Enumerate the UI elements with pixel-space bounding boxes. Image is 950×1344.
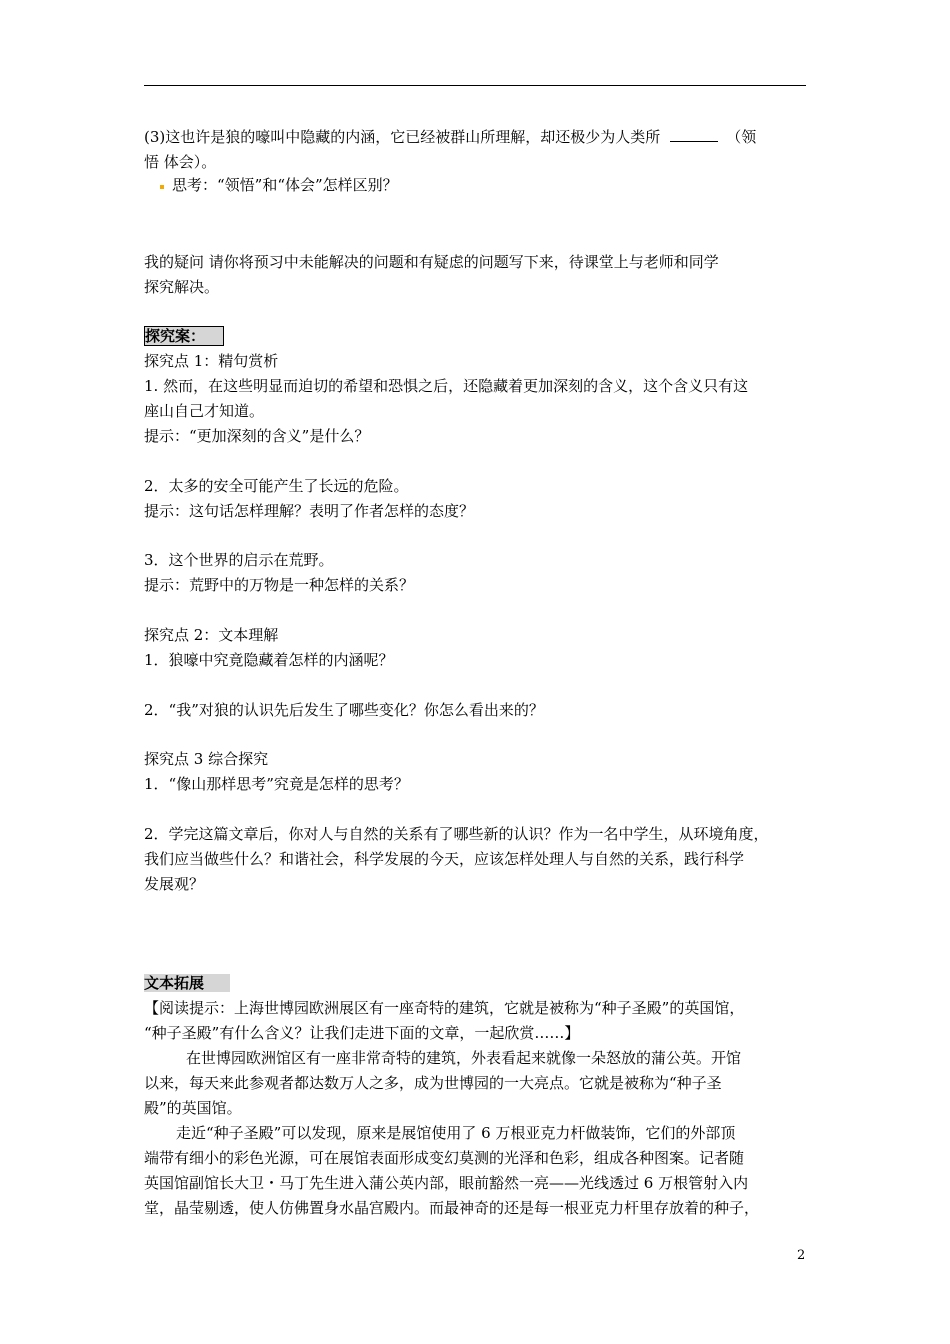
para1-line1: 在世博园欧洲馆区有一座非常奇特的建筑，外表看起来就像一朵怒放的蒲公英。开馆 <box>186 1049 742 1067</box>
header-rule <box>144 85 806 86</box>
para2-line1: 走近“种子圣殿”可以发现，原来是展馆使用了 6 万根亚克力杆做装饰，它们的外部顶 <box>176 1124 736 1142</box>
item3-tail: （领 <box>726 128 757 146</box>
para1-line2: 以来，每天来此参观者都达数万人之多，成为世博园的一大亮点。它就是被称为“种子圣 <box>144 1074 722 1092</box>
point1-q1-line2: 座山自己才知道。 <box>144 402 265 420</box>
page-number: 2 <box>797 1248 806 1263</box>
item3-line1 <box>144 127 756 147</box>
point3-q2-line2: 我们应当做些什么？和谐社会，科学发展的今天，应该怎样处理人与自然的关系，践行科学 <box>144 850 745 868</box>
explore-heading <box>144 326 224 346</box>
fill-in-blank <box>670 127 718 142</box>
point2-title: 探究点 2：文本理解 <box>144 626 279 644</box>
explore-heading-text: 探究案： <box>144 326 224 346</box>
reading-tip-line2: “种子圣殿”有什么含义？让我们走进下面的文章，一起欣赏……】 <box>144 1024 580 1042</box>
point3-q1: 1．“像山那样思考”究竟是怎样的思考？ <box>144 775 409 793</box>
point2-q2: 2．“我”对狼的认识先后发生了哪些变化？你怎么看出来的？ <box>144 701 544 719</box>
point1-q3-hint: 提示：荒野中的万物是一种怎样的关系？ <box>144 576 415 594</box>
question-line2: 探究解决。 <box>144 278 220 296</box>
reading-tip-line1: 【阅读提示：上海世博园欧洲展区有一座奇特的建筑，它就是被称为“种子圣殿”的英国馆， <box>144 999 745 1017</box>
para2-line4: 堂，晶莹剔透，使人仿佛置身水晶宫殿内。而最神奇的还是每一根亚克力杆里存放着的种子， <box>144 1199 760 1217</box>
think-question: 思考：“领悟”和“体会”怎样区别？ <box>172 176 398 194</box>
question-line1: 我的疑问 请你将预习中未能解决的问题和有疑虑的问题写下来，待课堂上与老师和同学 <box>144 253 719 271</box>
bullet-icon <box>160 185 164 189</box>
item3-text: (3)这也许是狼的嚎叫中隐藏的内涵，它已经被群山所理解，却还极少为人类所 <box>144 128 661 146</box>
extension-heading-text: 文本拓展 <box>144 974 230 992</box>
extension-heading <box>144 973 230 993</box>
point1-q1-line1: 1. 然而，在这些明显而迫切的希望和恐惧之后，还隐藏着更加深刻的含义，这个含义只有这 <box>144 377 749 395</box>
point1-q1-hint: 提示：“更加深刻的含义”是什么？ <box>144 427 370 445</box>
point1-q3: 3．这个世界的启示在荒野。 <box>144 551 334 569</box>
point3-q2-line1: 2．学完这篇文章后，你对人与自然的关系有了哪些新的认识？作为一名中学生，从环境角度， <box>144 825 769 843</box>
point1-q2: 2．太多的安全可能产生了长远的危险。 <box>144 477 409 495</box>
point2-q1: 1．狼嚎中究竟隐藏着怎样的内涵呢？ <box>144 651 394 669</box>
point3-title: 探究点 3 综合探究 <box>144 750 269 768</box>
para2-line3: 英国馆副馆长大卫・马丁先生进入蒲公英内部，眼前豁然一亮——光线透过 6 万根管射入内 <box>144 1174 749 1192</box>
point3-q2-line3: 发展观？ <box>144 875 205 893</box>
para2-line2: 端带有细小的彩色光源，可在展馆表面形成变幻莫测的光泽和色彩，组成各种图案。记者随 <box>144 1149 745 1167</box>
point1-title: 探究点 1：精句赏析 <box>144 352 279 370</box>
item3-line2: 悟 体会）。 <box>144 153 217 171</box>
para1-line3: 殿”的英国馆。 <box>144 1099 242 1117</box>
point1-q2-hint: 提示：这句话怎样理解？表明了作者怎样的态度？ <box>144 502 475 520</box>
